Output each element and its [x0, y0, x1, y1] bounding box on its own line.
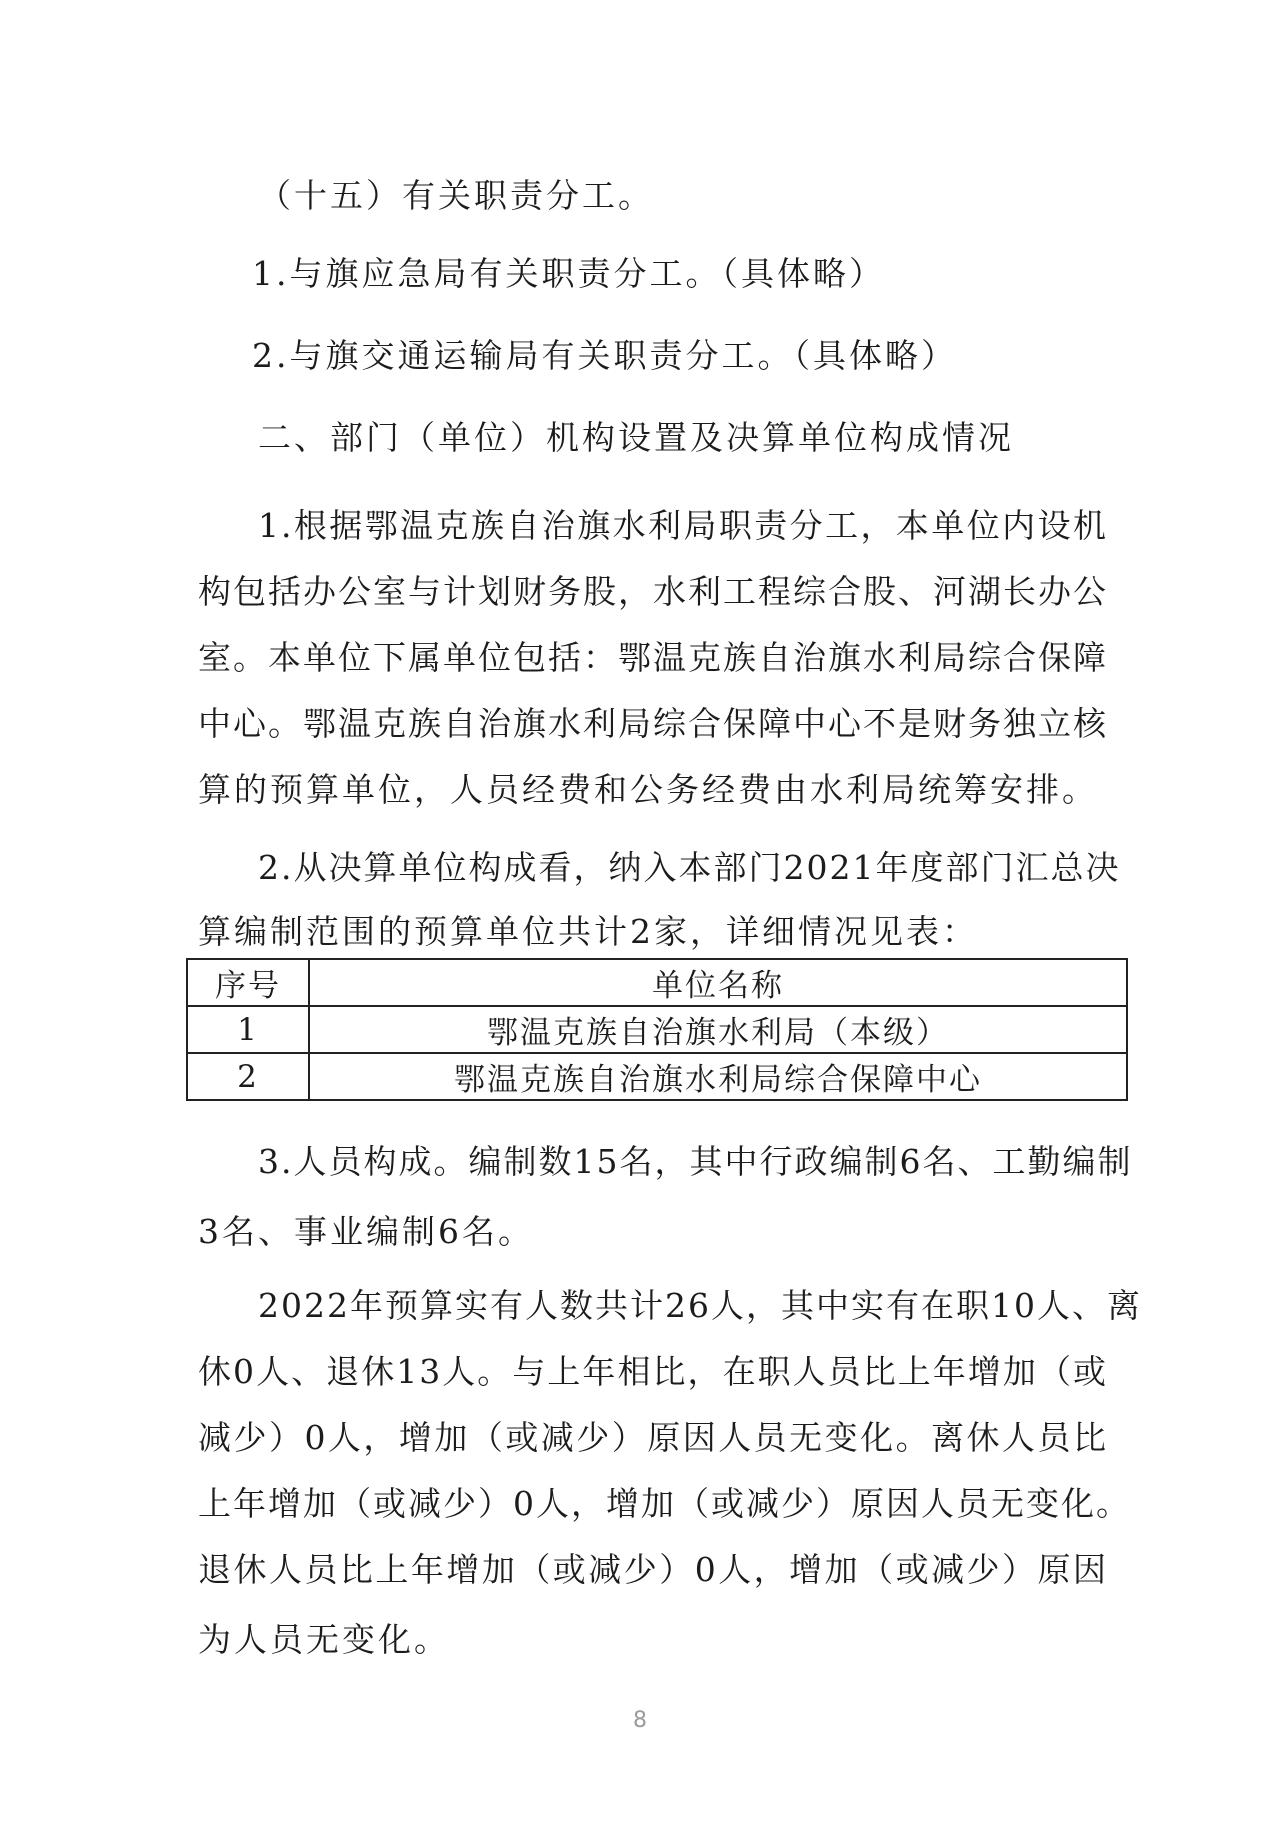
paragraph-line: 2022年预算实有人数共计26人，其中实有在职10人、离: [258, 1286, 1142, 1325]
paragraph-line: 3名、事业编制6名。: [198, 1212, 534, 1251]
duty-item-2: 2.与旗交通运输局有关职责分工。（具体略）: [252, 336, 957, 375]
paragraph-line: 退休人员比上年增加（或减少）0人，增加（或减少）原因: [198, 1550, 1108, 1589]
paragraph-line: 休0人、退休13人。与上年相比，在职人员比上年增加（或: [198, 1352, 1108, 1391]
table-header-cell: 单位名称: [309, 959, 1127, 1006]
paragraph-line: 2.从决算单位构成看，纳入本部门2021年度部门汇总决: [258, 848, 1121, 887]
table-row: [187, 1053, 1127, 1100]
paragraph-line: 室。本单位下属单位包括：鄂温克族自治旗水利局综合保障: [198, 638, 1108, 677]
paragraph-line: 1.根据鄂温克族自治旗水利局职责分工，本单位内设机: [258, 506, 1108, 545]
paragraph-line: 中心。鄂温克族自治旗水利局综合保障中心不是财务独立核: [198, 704, 1108, 743]
section-heading-2: 二、部门（单位）机构设置及决算单位构成情况: [258, 418, 1014, 457]
table-cell: 1: [187, 1006, 309, 1053]
paragraph-line: 3.人员构成。编制数15名，其中行政编制6名、工勤编制: [258, 1142, 1133, 1181]
paragraph-line: 算编制范围的预算单位共计2家，详细情况见表：: [198, 912, 978, 951]
paragraph-line: 构包括办公室与计划财务股，水利工程综合股、河湖长办公: [198, 572, 1108, 611]
paragraph-line: 为人员无变化。: [198, 1620, 450, 1659]
budget-units-table: [186, 958, 1128, 1101]
table-header-row: [187, 959, 1127, 1006]
table-header-cell: 序号: [187, 959, 309, 1006]
paragraph-line: 上年增加（或减少）0人，增加（或减少）原因人员无变化。: [198, 1484, 1131, 1523]
paragraph-line: 算的预算单位，人员经费和公务经费由水利局统筹安排。: [198, 770, 1098, 809]
table-row: [187, 1006, 1127, 1053]
paragraph-line: 减少）0人，增加（或减少）原因人员无变化。离休人员比: [198, 1418, 1108, 1457]
section-heading-15: （十五）有关职责分工。: [258, 176, 654, 215]
table-cell: 2: [187, 1053, 309, 1100]
duty-item-1: 1.与旗应急局有关职责分工。（具体略）: [252, 254, 885, 293]
table-cell: 鄂温克族自治旗水利局（本级）: [309, 1006, 1127, 1053]
page-number: 8: [633, 1708, 647, 1733]
table-cell: 鄂温克族自治旗水利局综合保障中心: [309, 1053, 1127, 1100]
